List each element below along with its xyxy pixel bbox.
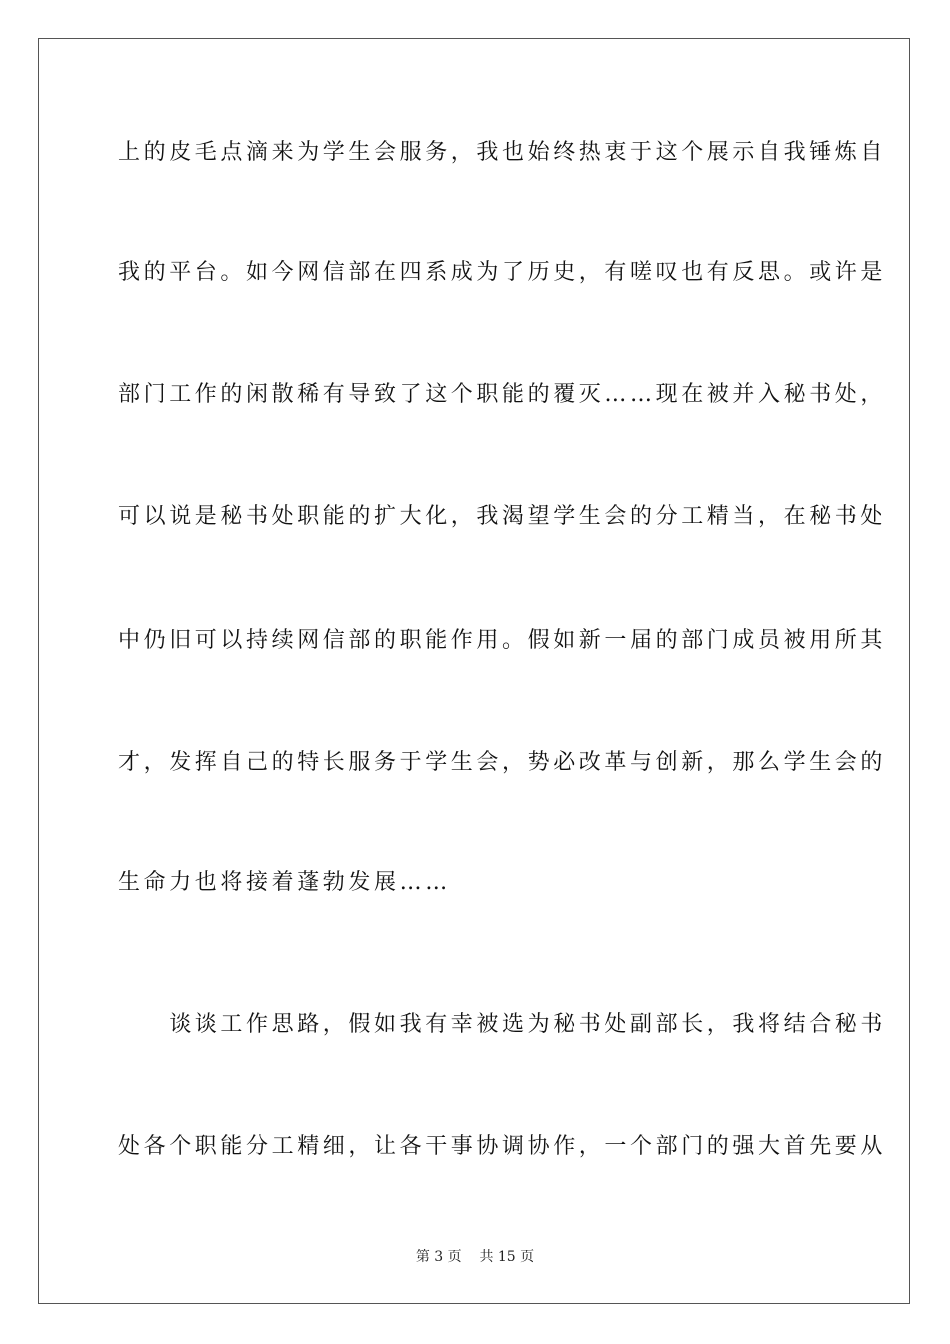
page-total: 共 15 页: [479, 1249, 535, 1265]
page-number: 第 3 页: [415, 1249, 462, 1265]
text-line: 可以说是秘书处职能的扩大化，我渴望学生会的分工精当，在秘书处: [118, 504, 887, 529]
text-line: 我的平台。如今网信部在四系成为了历史，有嗟叹也有反思。或许是: [118, 260, 887, 285]
text-line: 部门工作的闲散稀有导致了这个职能的覆灭……现在被并入秘书处，: [118, 382, 887, 407]
text-line: 处各个职能分工精细，让各干事协调协作，一个部门的强大首先要从: [118, 1134, 887, 1159]
text-line: 上的皮毛点滴来为学生会服务，我也始终热衷于这个展示自我锤炼自: [118, 140, 887, 165]
page-footer: [0, 1248, 950, 1266]
text-line: 生命力也将接着蓬勃发展……: [118, 870, 451, 895]
page-border: [38, 38, 910, 1304]
text-line: 中仍旧可以持续网信部的职能作用。假如新一届的部门成员被用所其: [118, 628, 887, 653]
text-line: 谈谈工作思路，假如我有幸被选为秘书处副部长，我将结合秘书: [118, 1012, 887, 1037]
text-line: 才，发挥自己的特长服务于学生会，势必改革与创新，那么学生会的: [118, 750, 887, 775]
